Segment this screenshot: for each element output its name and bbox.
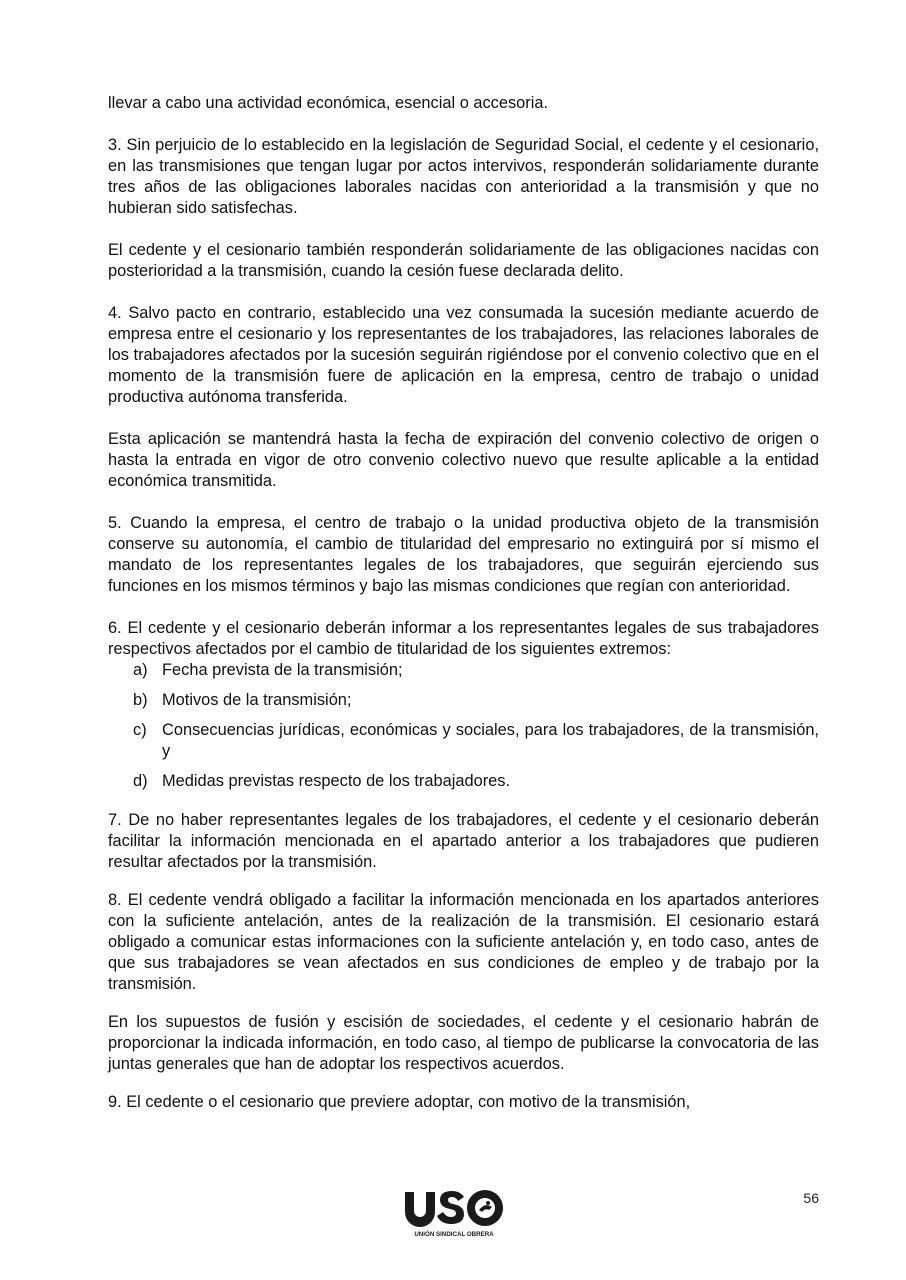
- extremes-list: [108, 660, 819, 792]
- list-item-text: Motivos de la transmisión;: [162, 691, 352, 709]
- list-item: [108, 690, 819, 711]
- list-marker: b): [133, 691, 148, 709]
- list-marker: d): [133, 772, 148, 790]
- paragraph: 9. El cedente o el cesionario que previere adoptar, con motivo de la transmisión,: [108, 1093, 691, 1111]
- paragraph: 7. De no haber representantes legales de los trabajadores, el cedente y el cesionario deberán facilitar la información mencionada en el apartado anterior a los trabajadores que pudieren resultar afectados por la transmisión.: [108, 811, 819, 871]
- paragraph: llevar a cabo una actividad económica, esencial o accesoria.: [108, 94, 549, 112]
- paragraph: 3. Sin perjuicio de lo establecido en la legislación de Seguridad Social, el cedente y el cesionario, en las transmisiones que tengan lugar por actos intervivos, responderán solidariamente durante tres años de las obligaciones laborales nacidas con anterioridad a la transmisión y que no hubieran sido satisfechas.: [108, 136, 819, 217]
- paragraph: Esta aplicación se mantendrá hasta la fecha de expiración del convenio colectivo de origen o hasta la entrada en vigor de otro convenio colectivo nuevo que resulte aplicable a la entidad económica transmitida.: [108, 430, 819, 490]
- paragraph: 4. Salvo pacto en contrario, establecido una vez consumada la sucesión mediante acuerdo de empresa entre el cesionario y los representantes de los trabajadores, las relaciones laborales de los trabajadores afectados por la sucesión seguirán rigiéndose por el convenio colectivo que en el momento de la transmisión fuere de aplicación en la empresa, centro de trabajo o unidad productiva autónoma transferida.: [108, 304, 819, 406]
- list-marker: a): [133, 661, 148, 679]
- list-item-text: Medidas previstas respecto de los trabajadores.: [162, 772, 511, 790]
- paragraph: El cedente y el cesionario también responderán solidariamente de las obligaciones nacidas con posterioridad a la transmisión, cuando la cesión fuese declarada delito.: [108, 241, 819, 280]
- paragraph: En los supuestos de fusión y escisión de sociedades, el cedente y el cesionario habrán de proporcionar la indicada información, en todo caso, al tiempo de publicarse la convocatoria de las juntas generales que han de adoptar los respectivos acuerdos.: [108, 1013, 819, 1073]
- list-marker: c): [133, 721, 147, 739]
- list-item: [108, 720, 819, 762]
- page-number: 56: [803, 1190, 819, 1206]
- paragraph: 6. El cedente y el cesionario deberán informar a los representantes legales de sus trabajadores respectivos afectados por el cambio de titularidad de los siguientes extremos:: [108, 619, 819, 658]
- paragraph: 8. El cedente vendrá obligado a facilitar la información mencionada en los apartados anteriores con la suficiente antelación, antes de la realización de la transmisión. El cesionario estará obligado a comunicar estas informaciones con la suficiente antelación y, en todo caso, antes de que sus trabajadores se vean afectados en sus condiciones de empleo y de trabajo por la transmisión.: [108, 891, 819, 993]
- uso-logo: [403, 1188, 505, 1240]
- list-item-text: Fecha prevista de la transmisión;: [162, 661, 403, 679]
- list-item: [108, 660, 819, 681]
- paragraph: 5. Cuando la empresa, el centro de trabajo o la unidad productiva objeto de la transmisión conserve su autonomía, el cambio de titularidad del empresario no extinguirá por sí mismo el mandato de los representantes legales de los trabajadores, que seguirán ejerciendo sus funciones en los mismos términos y bajo las mismas condiciones que regían con anterioridad.: [108, 514, 819, 595]
- svg-text:UNIÓN SINDICAL OBRERA: UNIÓN SINDICAL OBRERA: [414, 1231, 494, 1238]
- list-item-text: Consecuencias jurídicas, económicas y sociales, para los trabajadores, de la transmisión, y: [162, 721, 819, 760]
- document-body: [108, 93, 819, 1113]
- list-item: [108, 771, 819, 792]
